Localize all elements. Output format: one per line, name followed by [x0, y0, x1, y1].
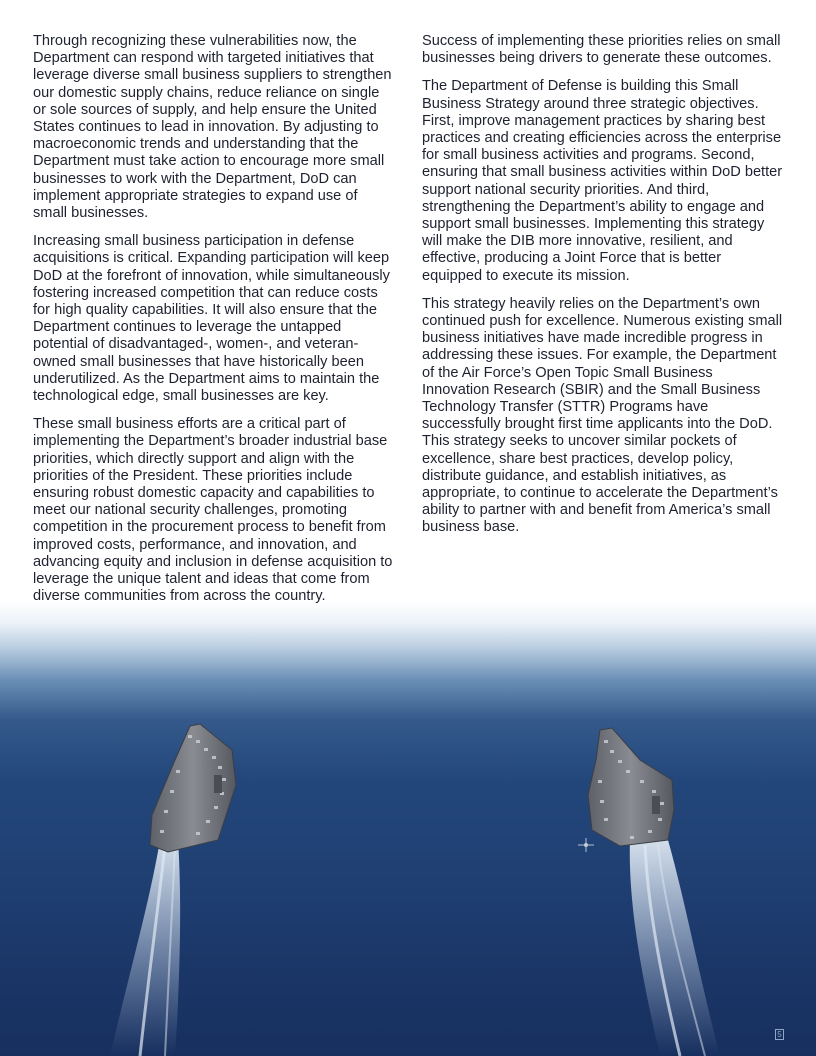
- left-carrier-wake: [110, 840, 180, 1056]
- left-paragraph-3: These small business efforts are a critical part of implementing the Department’s broader industrial base priorities, which directly support and align with the priorities of the President. These priorities include ensuring robust domestic capacity and capabilities to meet our national security challenges, promoting competition in the procurement process to benefit from improved costs, performance, and innovation, and advancing equity and inclusion in defense acquisition to leverage the unique talent and ideas that come from diverse communities from across the country.: [33, 416, 393, 605]
- left-paragraph-1: Through recognizing these vulnerabilities now, the Department can respond with targeted initiatives that leverage diverse small business suppliers to strengthen our domestic supply chains, reduce reliance on single or sole sources of supply, and help ensure the United States continues to lead in innovation. By adjusting to macroeconomic trends and understanding that the Department must take action to encourage more small businesses to work with the Department, DoD can implement appropriate strategies to expand use of small businesses.: [33, 33, 392, 222]
- ocean-photo: [0, 600, 816, 1056]
- right-paragraph-1: Success of implementing these priorities relies on small businesses being drivers to generate these outcomes.: [422, 33, 781, 67]
- page-number: 5: [775, 1029, 784, 1040]
- right-aircraft-carrier: [588, 728, 674, 846]
- left-paragraph-2: Increasing small business participation in defense acquisitions is critical. Expanding participation will keep DoD at the forefront of innovation, while simultaneously fostering increased competition that can reduce costs for high quality capabilities. It will also ensure that the Department continues to leverage the untapped potential of disadvantaged-, women-, and veteran-owned small businesses that have historically been underutilized. As the Department aims to maintain the technological edge, small businesses are key.: [33, 233, 390, 405]
- right-carrier-wake: [630, 840, 720, 1056]
- aircraft-carriers-illustration: [0, 600, 816, 1056]
- left-aircraft-carrier: [150, 724, 236, 852]
- right-paragraph-2: The Department of Defense is building this Small Business Strategy around three strategic objectives. First, improve management practices by sharing best practices and creating efficiencies across the enterprise for small business activities and programs. Second, ensuring that small business activities within DoD better support national security priorities. And third, strengthening the Department’s ability to engage and support small businesses. Implementing this strategy will make the DIB more innovative, resilient, and effective, producing a Joint Force that is better equipped to execute its mission.: [422, 78, 783, 284]
- right-paragraph-3: This strategy heavily relies on the Department’s own continued push for excellence. Numerous existing small business initiatives have made incredible progress in addressing these issues. For example, the Department of the Air Force’s Open Topic Small Business Innovation Research (SBIR) and the Small Business Technology Transfer (STTR) Programs have successfully brought first time applicants into the DoD. This strategy seeks to uncover similar pockets of excellence, share best practices, develop policy, distribute guidance, and establish initiatives, as appropriate, to continue to accelerate the Department’s ability to partner with and benefit from America’s small business base.: [422, 295, 783, 536]
- helicopter-icon: [578, 838, 594, 852]
- left-text-column: [33, 33, 395, 617]
- right-text-column: [422, 33, 784, 548]
